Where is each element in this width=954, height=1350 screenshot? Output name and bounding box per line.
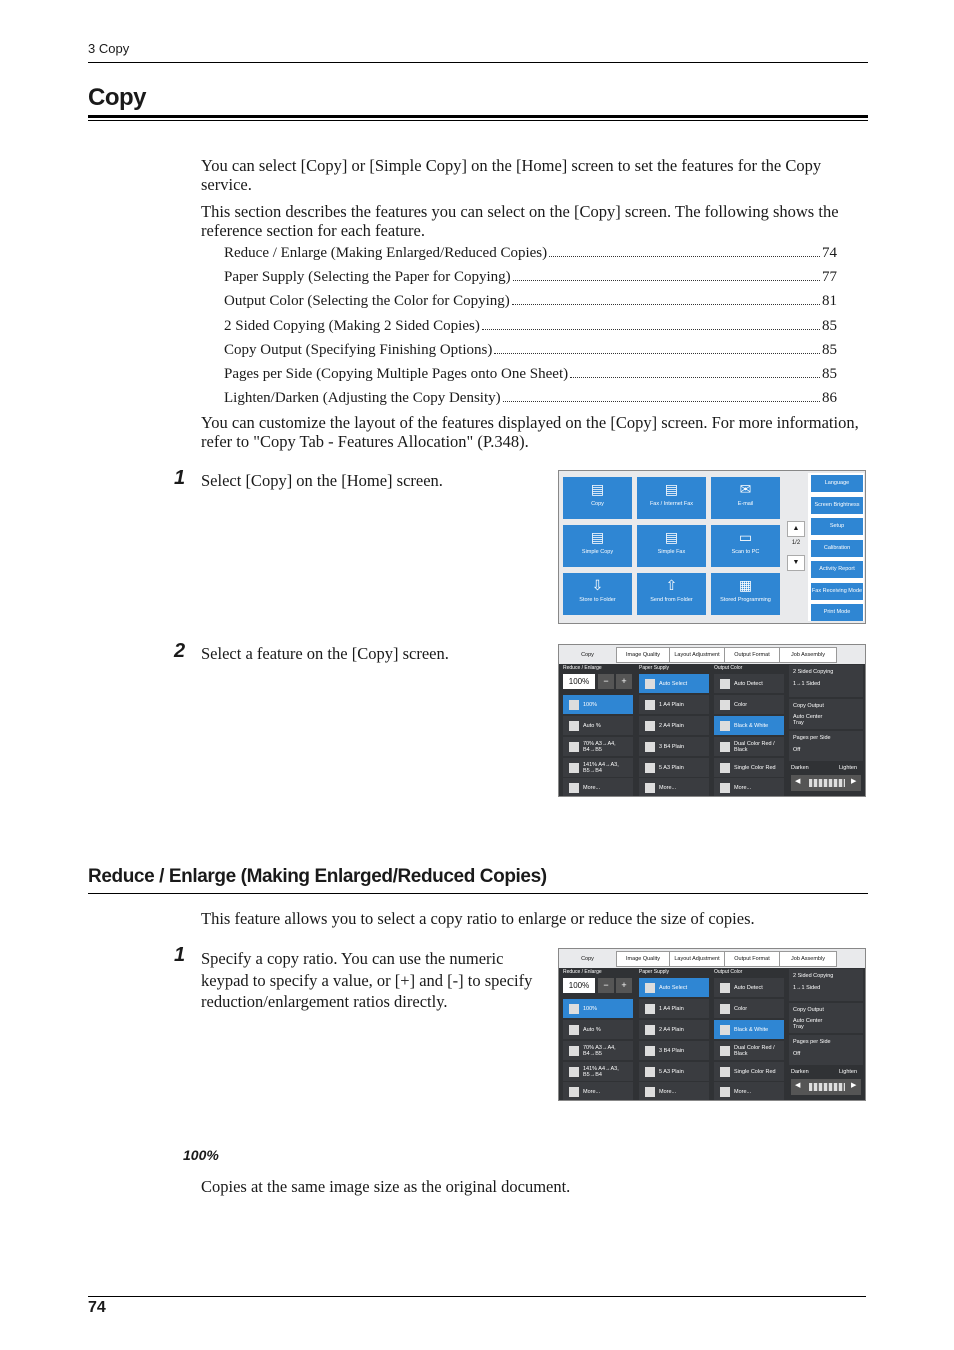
- step-number: 1: [174, 944, 186, 966]
- output-color-option[interactable]: [714, 674, 784, 693]
- toc-entry[interactable]: [224, 268, 837, 286]
- toc-leader: [513, 268, 820, 281]
- option-icon: [645, 1004, 655, 1014]
- option-icon: [720, 700, 730, 710]
- paper-supply-option[interactable]: [639, 1041, 709, 1060]
- option-icon: [645, 700, 655, 710]
- option-icon: [569, 1067, 579, 1077]
- option-label: Dual Color Red / Black: [734, 740, 775, 753]
- tile-label: Fax / Internet Fax: [649, 501, 694, 507]
- option-label: Black & White: [734, 722, 769, 729]
- scroll-up-icon[interactable]: ▲: [787, 521, 805, 537]
- copy-output-value: Auto Center Tray: [793, 1018, 823, 1030]
- paper-supply-option[interactable]: [639, 978, 709, 997]
- tile-copy[interactable]: [563, 477, 632, 519]
- option-icon: [645, 742, 655, 752]
- toc-entry-text: Paper Supply (Selecting the Paper for Copying): [224, 269, 511, 286]
- option-label: Auto %: [583, 722, 601, 729]
- option-icon: [720, 763, 730, 773]
- reduce-enlarge-option[interactable]: [563, 1082, 633, 1101]
- section-rule: [88, 893, 868, 894]
- tile-send-from-folder[interactable]: [637, 573, 706, 615]
- option-icon: [569, 1087, 579, 1097]
- title-rule: [88, 115, 868, 118]
- reduce-enlarge-option[interactable]: [563, 1020, 633, 1039]
- tile-label: Copy: [591, 501, 604, 507]
- reduce-enlarge-option[interactable]: [563, 758, 633, 777]
- toc-entry-text: Output Color (Selecting the Color for Copying): [224, 293, 510, 310]
- arrow-right-icon[interactable]: ▶: [851, 1082, 857, 1089]
- running-header: 3 Copy: [88, 41, 130, 56]
- reduce-enlarge-option[interactable]: [563, 1041, 633, 1060]
- option-icon: [569, 721, 579, 731]
- plus-button[interactable]: +: [616, 674, 632, 689]
- paper-supply-option[interactable]: [639, 716, 709, 735]
- paper-supply-header: Paper Supply: [639, 969, 670, 975]
- option-icon: [645, 1025, 655, 1035]
- darken-label: Darken: [791, 765, 809, 771]
- output-color-option[interactable]: [714, 1082, 784, 1101]
- option-label: Color: [734, 1005, 748, 1012]
- section-desc: This feature allows you to select a copy ratio to enlarge or reduce the size of copies.: [201, 909, 755, 928]
- copy-screen-screenshot: [558, 644, 866, 797]
- option-label: 1 A4 Plain: [659, 1005, 684, 1012]
- fax-icon: ▤: [664, 481, 679, 497]
- step-number: 2: [174, 640, 186, 662]
- home-side-button[interactable]: Language: [811, 475, 863, 492]
- tile-stored-programming[interactable]: [711, 573, 780, 615]
- title-rule-thin: [88, 120, 868, 121]
- tile-label: Store to Folder: [579, 597, 616, 603]
- tile-simple-copy[interactable]: [563, 525, 632, 567]
- output-color-option[interactable]: [714, 999, 784, 1018]
- pages-per-side-value: Off: [793, 1051, 801, 1057]
- arrow-left-icon[interactable]: ◀: [795, 778, 801, 785]
- minus-button[interactable]: −: [598, 674, 614, 689]
- option-icon: [720, 783, 730, 793]
- option-icon: [645, 1067, 655, 1077]
- paper-supply-option[interactable]: [639, 999, 709, 1018]
- option-label: 5 A3 Plain: [659, 1068, 684, 1075]
- option-icon: [720, 1025, 730, 1035]
- toc-page: 85: [822, 317, 837, 334]
- pages-per-side-label: Pages per Side: [793, 1039, 831, 1045]
- page-indicator: 1/2: [791, 540, 801, 546]
- output-color-header: Output Color: [714, 969, 743, 975]
- option-icon: [645, 763, 655, 773]
- step-text: Specify a copy ratio. You can use the numeric keypad to specify a value, or [+] and [-] to specify reduction/enlargement ratios directly.: [201, 949, 533, 1011]
- toc-leader: [503, 389, 820, 402]
- minus-button[interactable]: −: [598, 978, 614, 993]
- output-color-option[interactable]: [714, 778, 784, 797]
- tab-3[interactable]: Output Format: [724, 647, 780, 663]
- option-label: Auto %: [583, 1026, 601, 1033]
- paper-supply-option[interactable]: [639, 778, 709, 797]
- tab-4[interactable]: Job Assembly: [779, 951, 837, 967]
- arrow-left-icon[interactable]: ◀: [795, 1082, 801, 1089]
- copy-output-label: Copy Output: [793, 1007, 824, 1013]
- option-label: 2 A4 Plain: [659, 1026, 684, 1033]
- intro-paragraph-2: This section describes the features you can select on the [Copy] screen. The following shows the reference section for each feature.: [201, 202, 839, 240]
- footer-rule: [88, 1296, 866, 1297]
- output-color-option[interactable]: [714, 695, 784, 714]
- toc-entry-text: 2 Sided Copying (Making 2 Sided Copies): [224, 317, 480, 334]
- step-number: 1: [174, 467, 186, 489]
- option-label: More...: [659, 1088, 677, 1095]
- page-number: 74: [88, 1299, 106, 1316]
- output-color-option[interactable]: [714, 1020, 784, 1039]
- option-icon: [569, 1004, 579, 1014]
- tab-0[interactable]: Copy: [559, 647, 616, 663]
- simple-copy-icon: ▤: [590, 529, 605, 545]
- toc-entry[interactable]: [224, 365, 837, 383]
- tile-label: Simple Copy: [581, 549, 614, 555]
- paper-supply-header: Paper Supply: [639, 665, 670, 671]
- option-icon: [645, 1087, 655, 1097]
- copy-output-value: Auto Center Tray: [793, 714, 823, 726]
- output-color-option[interactable]: [714, 758, 784, 777]
- tile-label: Scan to PC: [731, 549, 760, 555]
- option-label: 70% A3→A4, B4→B5: [583, 740, 616, 753]
- lighten-label: Lighten: [839, 1069, 858, 1075]
- tile-label: Simple Fax: [657, 549, 686, 555]
- option-icon: [569, 783, 579, 793]
- simple-fax-icon: ▤: [664, 529, 679, 545]
- stored-programming-icon: ▦: [738, 577, 753, 593]
- toc-page: 81: [822, 293, 837, 310]
- option-label: Black & White: [734, 1026, 769, 1033]
- tab-4[interactable]: Job Assembly: [779, 647, 837, 663]
- option-label: Auto Select: [659, 984, 688, 991]
- option-icon: [569, 1025, 579, 1035]
- option-label: 3 B4 Plain: [659, 743, 685, 750]
- reduce-enlarge-option[interactable]: [563, 1062, 633, 1081]
- option-label: More...: [583, 784, 601, 791]
- tile-label: Stored Programming: [720, 597, 771, 603]
- header-rule: [88, 62, 868, 63]
- ratio-value[interactable]: 100%: [563, 674, 595, 689]
- reduce-enlarge-option[interactable]: [563, 737, 633, 756]
- home-side-button[interactable]: Fax Receiving Mode: [811, 583, 863, 600]
- store-to-folder-icon: ⇩: [591, 577, 604, 593]
- option-icon: [569, 742, 579, 752]
- scroll-down-icon[interactable]: ▼: [787, 555, 805, 571]
- option-icon: [645, 783, 655, 793]
- toc-page: 74: [822, 245, 837, 261]
- toc-leader: [570, 365, 820, 378]
- home-side-button[interactable]: Screen Brightness: [811, 497, 863, 514]
- option-label: Auto Select: [659, 680, 688, 687]
- paper-supply-option[interactable]: [639, 674, 709, 693]
- option-label: 100%: [583, 1005, 598, 1012]
- option-icon: [569, 763, 579, 773]
- reduce-enlarge-option[interactable]: [563, 999, 633, 1018]
- tile-scan-to-pc[interactable]: [711, 525, 780, 567]
- option-title: 100%: [183, 1147, 219, 1163]
- option-desc: Copies at the same image size as the original document.: [201, 1177, 571, 1196]
- reduce-enlarge-option[interactable]: [563, 695, 633, 714]
- paper-supply-option[interactable]: [639, 758, 709, 777]
- toc-leader: [549, 244, 820, 257]
- toc-leader: [494, 341, 820, 354]
- email-icon: ✉: [739, 481, 752, 497]
- two-sided-label: 2 Sided Copying: [793, 973, 834, 979]
- output-color-option[interactable]: [714, 1062, 784, 1081]
- paper-supply-option[interactable]: [639, 737, 709, 756]
- send-from-folder-icon: ⇧: [665, 577, 678, 593]
- intro-paragraph-1: You can select [Copy] or [Simple Copy] on the [Home] screen to set the features for the Copy service.: [201, 156, 822, 194]
- option-icon: [645, 983, 655, 993]
- paper-supply-option[interactable]: [639, 695, 709, 714]
- option-label: More...: [734, 784, 752, 791]
- customize-note: You can customize the layout of the features displayed on the [Copy] screen. For more information, refer to "Copy Tab - Features Allocation" (P.348).: [201, 413, 859, 451]
- output-color-option[interactable]: [714, 737, 784, 756]
- toc-leader: [482, 317, 820, 330]
- option-icon: [645, 679, 655, 689]
- option-label: Color: [734, 701, 748, 708]
- option-icon: [645, 1046, 655, 1056]
- home-side-button[interactable]: Calibration: [811, 540, 863, 557]
- tile-store-to-folder[interactable]: [563, 573, 632, 615]
- paper-supply-option[interactable]: [639, 1082, 709, 1101]
- toc-page: 77: [822, 269, 837, 286]
- toc-entry[interactable]: [224, 341, 837, 359]
- option-icon: [645, 721, 655, 731]
- output-color-option[interactable]: [714, 978, 784, 997]
- option-label: 141% A4→A3, B5→B4: [583, 1065, 619, 1078]
- tab-1[interactable]: Image Quality: [616, 647, 670, 663]
- option-label: 141% A4→A3, B5→B4: [583, 761, 619, 774]
- step-text: Select [Copy] on the [Home] screen.: [201, 471, 443, 490]
- tab-2[interactable]: Layout Adjustment: [669, 647, 725, 663]
- option-icon: [720, 721, 730, 731]
- output-color-header: Output Color: [714, 665, 743, 671]
- tab-0[interactable]: Copy: [559, 951, 616, 967]
- page-title: Copy: [88, 84, 146, 111]
- toc-entry-text: Lighten/Darken (Adjusting the Copy Density): [224, 390, 501, 407]
- option-icon: [720, 1087, 730, 1097]
- option-icon: [569, 1046, 579, 1056]
- scan-to-pc-icon: ▭: [738, 529, 753, 545]
- home-side-button[interactable]: Print Mode: [811, 604, 863, 621]
- step-text: Select a feature on the [Copy] screen.: [201, 644, 449, 663]
- toc-entry[interactable]: [224, 317, 837, 335]
- tile-simple-fax[interactable]: [637, 525, 706, 567]
- reduce-enlarge-option[interactable]: [563, 716, 633, 735]
- option-label: 2 A4 Plain: [659, 722, 684, 729]
- option-label: 3 B4 Plain: [659, 1047, 685, 1054]
- reduce-enlarge-option[interactable]: [563, 778, 633, 797]
- option-label: Single Color Red: [734, 1068, 776, 1075]
- arrow-right-icon[interactable]: ▶: [851, 778, 857, 785]
- option-label: 70% A3→A4, B4→B5: [583, 1044, 616, 1057]
- copy-screen-screenshot: [558, 948, 866, 1101]
- toc-entry-text: Pages per Side (Copying Multiple Pages onto One Sheet): [224, 366, 569, 382]
- tab-1[interactable]: Image Quality: [616, 951, 670, 967]
- option-icon: [720, 679, 730, 689]
- toc-leader: [512, 292, 820, 305]
- darken-label: Darken: [791, 1069, 809, 1075]
- pages-per-side-value: Off: [793, 747, 801, 753]
- option-icon: [720, 742, 730, 752]
- copy-icon: ▤: [590, 481, 605, 497]
- option-label: 1 A4 Plain: [659, 701, 684, 708]
- toc-entry-text: Reduce / Enlarge (Making Enlarged/Reduced Copies): [224, 245, 548, 261]
- density-scale: [809, 1083, 845, 1091]
- output-color-option[interactable]: [714, 716, 784, 735]
- toc-page: 85: [822, 366, 837, 382]
- tile-label: Send from Folder: [650, 597, 693, 603]
- tab-2[interactable]: Layout Adjustment: [669, 951, 725, 967]
- two-sided-value: 1→1 Sided: [793, 985, 821, 991]
- toc-page: 85: [822, 341, 837, 358]
- option-label: Dual Color Red / Black: [734, 1044, 775, 1057]
- tile-email[interactable]: [711, 477, 780, 519]
- option-label: Single Color Red: [734, 764, 776, 771]
- home-side-button[interactable]: Activity Report: [811, 561, 863, 578]
- reduce-enlarge-header: Reduce / Enlarge: [563, 969, 602, 975]
- toc-page: 86: [822, 390, 837, 407]
- output-color-option[interactable]: [714, 1041, 784, 1060]
- plus-button[interactable]: +: [616, 978, 632, 993]
- density-scale: [809, 779, 845, 787]
- tile-label: E-mail: [737, 501, 754, 507]
- paper-supply-option[interactable]: [639, 1020, 709, 1039]
- reduce-enlarge-header: Reduce / Enlarge: [563, 665, 602, 671]
- option-icon: [720, 1067, 730, 1077]
- option-label: 5 A3 Plain: [659, 764, 684, 771]
- option-icon: [720, 983, 730, 993]
- home-screen-screenshot: [558, 470, 866, 624]
- option-icon: [720, 1046, 730, 1056]
- toc-entry[interactable]: [224, 244, 837, 262]
- section-title: Reduce / Enlarge (Making Enlarged/Reduced Copies): [88, 866, 547, 887]
- ratio-value[interactable]: 100%: [563, 978, 595, 993]
- option-icon: [720, 1004, 730, 1014]
- option-label: Auto Detect: [734, 680, 763, 687]
- toc-entry[interactable]: [224, 292, 837, 310]
- two-sided-label: 2 Sided Copying: [793, 669, 834, 675]
- lighten-label: Lighten: [839, 765, 858, 771]
- option-label: 100%: [583, 701, 598, 708]
- copy-output-label: Copy Output: [793, 703, 824, 709]
- two-sided-value: 1→1 Sided: [793, 681, 821, 687]
- toc-entry[interactable]: [224, 389, 837, 407]
- option-label: Auto Detect: [734, 984, 763, 991]
- tile-fax[interactable]: [637, 477, 706, 519]
- toc-entry-text: Copy Output (Specifying Finishing Options): [224, 341, 493, 358]
- home-side-button[interactable]: Setup: [811, 518, 863, 535]
- pages-per-side-label: Pages per Side: [793, 735, 831, 741]
- option-icon: [569, 700, 579, 710]
- option-label: More...: [583, 1088, 601, 1095]
- paper-supply-option[interactable]: [639, 1062, 709, 1081]
- option-label: More...: [659, 784, 677, 791]
- tab-3[interactable]: Output Format: [724, 951, 780, 967]
- option-label: More...: [734, 1088, 752, 1095]
